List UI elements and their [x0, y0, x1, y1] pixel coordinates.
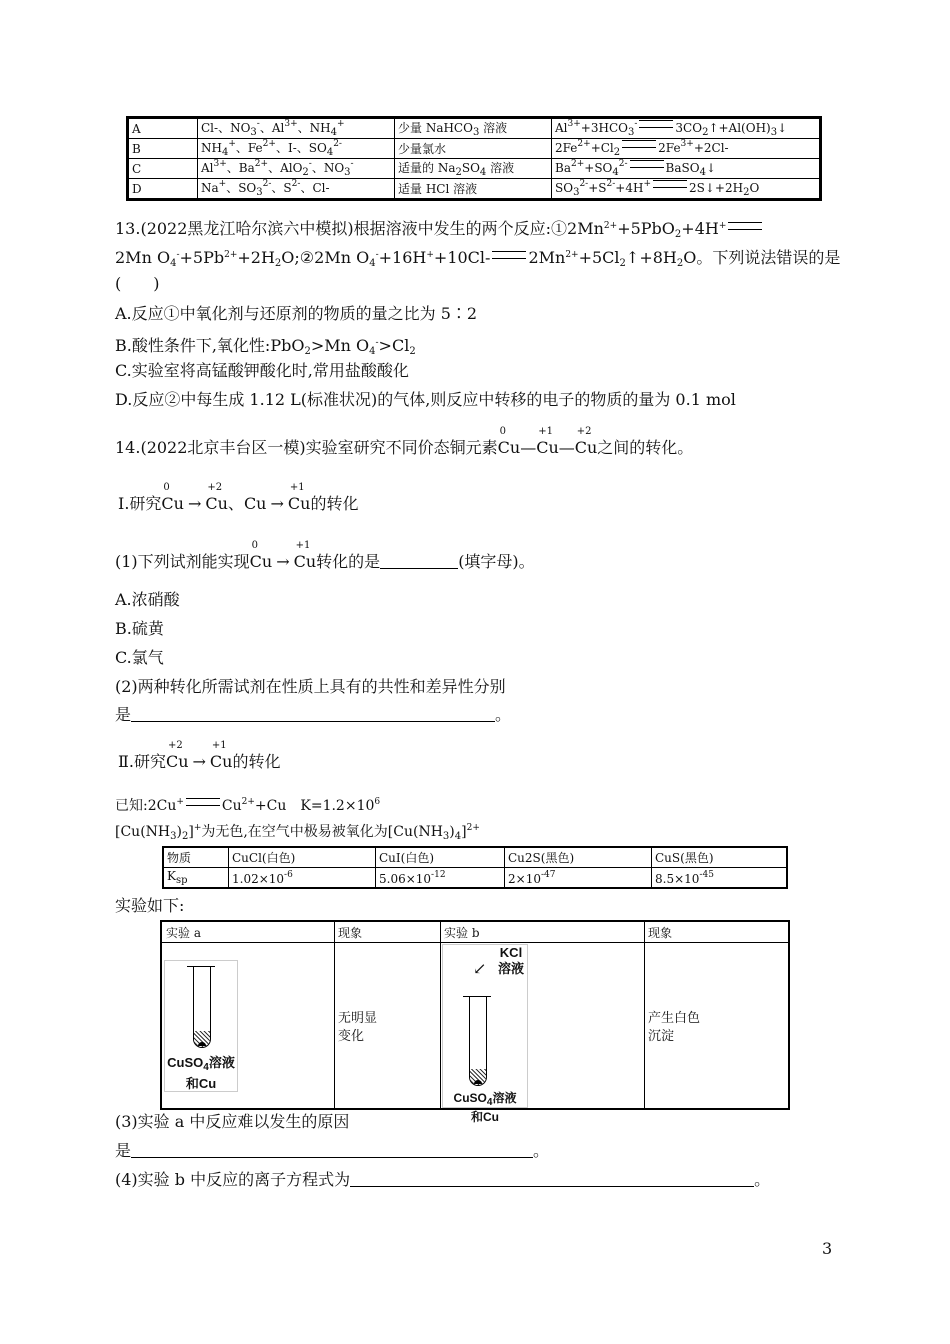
reagent-cell: 适量的 $Na_2SO_4$ 溶液 [395, 159, 552, 179]
reagent-cell: 适量 HCl 溶液 [395, 179, 552, 200]
ksp-header: 物质 [163, 847, 229, 868]
tube-a-figure [164, 960, 238, 1092]
cu-plus1: +1 Cu [536, 426, 559, 457]
equation-cell: $Ba^{2+}+SO_4^{2-}$ BaSO$_4$↓ [552, 159, 821, 179]
q13-option-d: D.反应②中每生成 1.12 L(标准状况)的气体,则反应中转移的电子的物质的量为 0.1 mol [115, 390, 736, 409]
q13-stem-text: 13.(2022黑龙江哈尔滨六中模拟)根据溶液中发生的两个反应:①2Mn [115, 219, 604, 238]
equation-cell: $SO_3^{2-}+S^{2-}+4H^+$ $2S↓+2H_2O$ [552, 179, 821, 200]
page-number: 3 [822, 1239, 833, 1258]
ions-cell: $Al^{3+}$、$Ba^{2+}$、AlO$_2$-、$NO_3^-$ [198, 159, 395, 179]
q4-period: 。 [754, 1170, 771, 1189]
ksp-header: Cu2S(黑色) [505, 847, 652, 868]
known-complex: $[Cu(NH_3)_2]^+$为无色,在空气中极易被氧化为$[Cu(NH_3)_4]^{2+}$ [115, 823, 480, 842]
tube-b-figure [442, 944, 528, 1124]
ions-cell: Cl-、$NO_3^-$、$Al^{3+}$、$NH_4^+$ [198, 118, 395, 139]
row-label: D [128, 179, 198, 200]
q4-answer-blank[interactable] [350, 1170, 754, 1187]
test-tube-icon [193, 967, 211, 1048]
part2-title: Ⅱ.研究 +2 Cu → +1 Cu的转化 [118, 740, 281, 771]
q14-stem: 14.(2022北京丰台区一模)实验室研究不同价态铜元素 0 Cu— +1 Cu— +2 Cu之间的转化。 [115, 426, 694, 457]
q1-line: (1)下列试剂能实现 0 Cu → +1 Cu转化的是 (填字母)。 [115, 540, 535, 571]
table-row [128, 139, 821, 159]
ksp-cell: $8.5\times 10^{-45}$ [652, 868, 788, 889]
part1-title-text: Ⅰ.研究 [118, 494, 162, 513]
q1-option-a: A.浓硝酸 [115, 590, 180, 609]
equation-cell: $2Fe^{2+}+Cl_2$ $2Fe^{3+}+2Cl-$ [552, 139, 821, 159]
q13-option-b: B.酸性条件下,氧化性:PbO$_2$>Mn $O_4^->Cl_2$ [115, 336, 416, 357]
q13-option-a: A.反应①中氧化剂与还原剂的物质的量之比为 5∶2 [115, 304, 478, 323]
q13-paren: ( ) [115, 274, 160, 293]
table-row [128, 118, 821, 139]
q1-answer-blank[interactable] [380, 552, 458, 569]
row-label: A [128, 118, 198, 139]
q2-line2 [115, 705, 511, 725]
q1-tail: (填字母)。 [458, 552, 535, 571]
ksp-header: CuS(黑色) [652, 847, 788, 868]
q1-option-b: B.硫黄 [115, 619, 164, 638]
part2-title-text: Ⅱ.研究 [118, 752, 166, 771]
phenomenon-a: 无明显 变化 [338, 1011, 378, 1044]
q3-prefix: 是 [115, 1141, 132, 1160]
tube-b-label: CuSO$_4$溶液 和Cu [453, 1091, 517, 1124]
equation-cell: $Al^{3+}+3HCO_3^-$ $3CO_2↑+Al(OH)_3↓$ [552, 118, 821, 139]
ksp-header: CuI(白色) [376, 847, 505, 868]
ion-table [126, 116, 822, 201]
q13-stem-line1: 13.(2022黑龙江哈尔滨六中模拟)根据溶液中发生的两个反应$:①2Mn^{2+}+5PbO_2+4H^+$ [115, 216, 764, 245]
q3-period: 。 [533, 1141, 550, 1160]
row-label: B [128, 139, 198, 159]
cu-0: 0 Cu [497, 426, 521, 457]
q3-answer-blank[interactable] [131, 1141, 533, 1158]
exp-b-header: 实验 b [444, 926, 480, 940]
ksp-cell: $2\times 10^{-47}$ [505, 868, 652, 889]
q2-line1: (2)两种转化所需试剂在性质上具有的共性和差异性分别 [115, 677, 506, 696]
ions-cell: Na+、$SO_3^{2-}$、$S^{2-}$、Cl- [198, 179, 395, 200]
cu-plus2: +2 Cu [574, 426, 598, 457]
ksp-cell: $1.02\times 10^{-6}$ [229, 868, 376, 889]
phenomenon-a-header: 现象 [338, 926, 363, 940]
phenomenon-b-header: 现象 [648, 926, 673, 940]
reagent-cell: 少量 NaHCO$_3$ 溶液 [395, 118, 552, 139]
known-equilibrium: 已知:2Cu+ $Cu^{2+}+Cu$ $K=1.2\times 10^6$ [115, 797, 381, 814]
q1-end: 转化的是 [316, 552, 381, 571]
q13-stem-line2: 2Mn $O_4^-+5Pb^{2+}+2H_2O;②2Mn$ $O_4^-+16H^++10Cl-$ $2Mn^{2+}+5Cl_2↑+8H_2O$。下列说法错误的是 [115, 248, 841, 269]
table-row [128, 179, 821, 200]
q2-prefix: 是 [115, 705, 132, 724]
q1-option-c: C.氯气 [115, 648, 164, 667]
q4-line [115, 1170, 770, 1190]
exp-intro: 实验如下: [115, 896, 185, 915]
tube-a-label: CuSO$_4$溶液 和Cu [167, 1055, 235, 1091]
ksp-cell: $K_{sp}$ [163, 868, 229, 889]
table-row [163, 868, 787, 889]
ksp-table [162, 846, 788, 889]
reagent-cell: 少量氯水 [395, 139, 552, 159]
q3-line1: (3)实验 a 中反应难以发生的原因 [115, 1112, 350, 1131]
q1-text: (1)下列试剂能实现 [115, 552, 250, 571]
exp-a-header: 实验 a [166, 926, 201, 940]
q3-line2 [115, 1141, 549, 1161]
q14-stem-end: 之间的转化。 [597, 438, 694, 457]
q13-option-c: C.实验室将高锰酸钾酸化时,常用盐酸酸化 [115, 361, 409, 380]
q14-stem-text: 14.(2022北京丰台区一模)实验室研究不同价态铜元素 [115, 438, 498, 457]
q4-text: (4)实验 b 中反应的离子方程式为 [115, 1170, 351, 1189]
dropper-arrow-icon: ↙ [473, 959, 487, 978]
q2-period: 。 [495, 705, 512, 724]
ksp-header: CuCl(白色) [229, 847, 376, 868]
part2-title-end: 的转化 [232, 752, 281, 771]
table-row [128, 159, 821, 179]
part1-title: Ⅰ.研究 0 Cu → +2 Cu、Cu → +1 Cu的转化 [118, 482, 359, 513]
kcl-label: KCl 溶液 [497, 945, 524, 976]
ions-cell: $NH_4^+$、$Fe^{2+}$、I-、$SO_4^{2-}$ [198, 139, 395, 159]
ksp-cell: $5.06\times 10^{-12}$ [376, 868, 505, 889]
row-label: C [128, 159, 198, 179]
test-tube-icon [469, 997, 487, 1086]
q2-answer-blank[interactable] [131, 705, 495, 722]
table-row [163, 847, 787, 868]
phenomenon-b: 产生白色 沉淀 [648, 1011, 701, 1044]
part1-title-end: 的转化 [310, 494, 359, 513]
